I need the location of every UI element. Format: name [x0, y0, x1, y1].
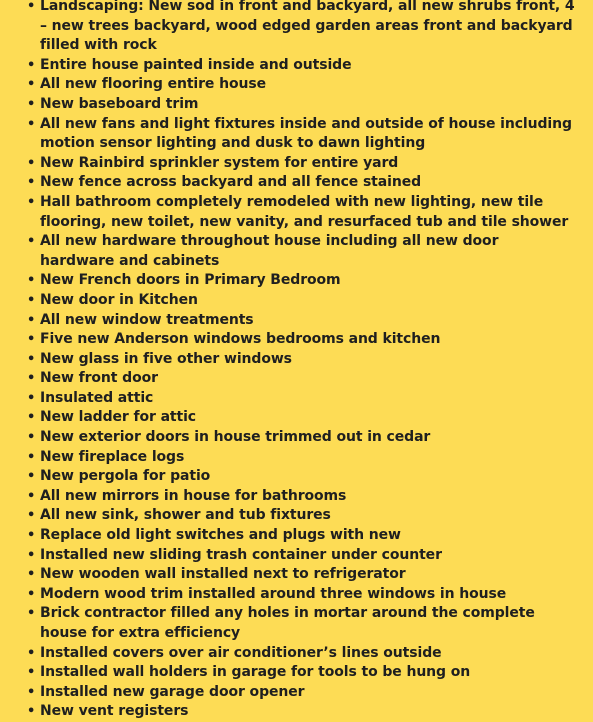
list-item-text: Installed new sliding trash container under counter — [40, 546, 442, 563]
list-item — [27, 546, 575, 566]
bullet-icon: • — [27, 684, 36, 700]
list-item — [27, 467, 575, 487]
bullet-icon: • — [27, 155, 36, 171]
list-item — [27, 585, 575, 605]
feature-list — [27, 0, 575, 722]
list-item — [27, 271, 575, 291]
list-item — [27, 663, 575, 683]
list-item-text: Hall bathroom completely remodeled with new lighting, new tile flooring, new toilet, new vanity, and resurfaced tub and tile shower — [40, 193, 569, 230]
list-item-text: Brick contractor filled any holes in mortar around the complete house for extra efficiency — [40, 605, 535, 641]
list-item-text: Installed new garage door opener — [40, 683, 305, 700]
bullet-icon: • — [27, 488, 36, 504]
list-item — [27, 369, 575, 389]
list-item-text: New front door — [40, 370, 158, 387]
list-item — [27, 506, 575, 526]
bullet-icon: • — [27, 234, 36, 250]
list-item-text: New baseboard trim — [40, 95, 199, 112]
bullet-icon: • — [27, 567, 36, 583]
list-item-text: All new mirrors in house for bathrooms — [40, 487, 347, 504]
bullet-icon: • — [27, 469, 36, 485]
bullet-icon: • — [27, 194, 36, 210]
list-item-text: Installed covers over air conditioner’s lines outside — [40, 644, 442, 661]
list-item-text: New Rainbird sprinkler system for entire yard — [40, 154, 399, 171]
list-item-text: All new window treatments — [40, 311, 254, 328]
list-item — [27, 408, 575, 428]
list-item-text: New fireplace logs — [40, 448, 185, 465]
list-item — [27, 389, 575, 409]
list-item — [27, 487, 575, 507]
list-item-text: Entire house painted inside and outside — [40, 56, 352, 73]
list-item-text: New pergola for patio — [40, 468, 211, 485]
list-item-text: Installed wall holders in garage for tools to be hung on — [40, 664, 471, 681]
bullet-icon: • — [27, 586, 36, 602]
bullet-icon: • — [27, 449, 36, 465]
list-item — [27, 428, 575, 448]
list-item-text: Landscaping: New sod in front and backyard, all new shrubs front, 4 – new trees backyard, wood edged garden areas front and backyard filled with rock — [40, 0, 575, 54]
list-item — [27, 95, 575, 115]
list-item-text: New door in Kitchen — [40, 291, 198, 308]
bullet-icon: • — [27, 528, 36, 544]
bullet-icon: • — [27, 312, 36, 328]
bullet-icon: • — [27, 292, 36, 308]
bullet-icon: • — [27, 96, 36, 112]
list-item-text: New vent registers — [40, 703, 189, 720]
bullet-icon: • — [27, 410, 36, 426]
bullet-icon: • — [27, 430, 36, 446]
bullet-icon: • — [27, 77, 36, 93]
list-item-text: New fence across backyard and all fence stained — [40, 174, 422, 191]
bullet-icon: • — [27, 508, 36, 524]
list-item-text: All new flooring entire house — [40, 76, 266, 93]
bullet-icon: • — [27, 57, 36, 73]
list-item — [27, 0, 575, 56]
list-item — [27, 565, 575, 585]
list-item — [27, 232, 575, 271]
bullet-icon: • — [27, 547, 36, 563]
list-item-text: All new hardware throughout house including all new door hardware and cabinets — [40, 233, 499, 269]
list-item-text: Replace old light switches and plugs with new — [40, 527, 401, 544]
list-item-text: All new fans and light fixtures inside and outside of house including motion sensor lighting and dusk to dawn lighting — [40, 115, 572, 152]
list-item-text: All new sink, shower and tub fixtures — [40, 507, 331, 524]
bullet-icon: • — [27, 175, 36, 191]
bullet-icon: • — [27, 665, 36, 681]
list-item — [27, 193, 575, 232]
list-item — [27, 154, 575, 174]
list-item — [27, 115, 575, 154]
list-item — [27, 291, 575, 311]
list-item-text: New wooden wall installed next to refrigerator — [40, 566, 406, 583]
list-item — [27, 644, 575, 664]
list-item — [27, 173, 575, 193]
bullet-icon: • — [27, 351, 36, 367]
bullet-icon: • — [27, 606, 36, 622]
bullet-icon: • — [27, 273, 36, 289]
list-item-text: Five new Anderson windows bedrooms and kitchen — [40, 331, 441, 348]
list-item — [27, 330, 575, 350]
list-item — [27, 702, 575, 722]
bullet-icon: • — [27, 116, 36, 132]
list-item — [27, 448, 575, 468]
bullet-icon: • — [27, 704, 36, 720]
list-item — [27, 56, 575, 76]
bullet-icon: • — [27, 645, 36, 661]
list-item-text: New exterior doors in house trimmed out in cedar — [40, 429, 431, 446]
list-item-text: Modern wood trim installed around three windows in house — [40, 585, 507, 602]
list-item — [27, 311, 575, 331]
list-item-text: New French doors in Primary Bedroom — [40, 272, 341, 289]
list-item-text: New glass in five other windows — [40, 350, 292, 367]
list-item — [27, 75, 575, 95]
list-item — [27, 683, 575, 703]
list-item — [27, 604, 575, 643]
bullet-icon: • — [27, 371, 36, 387]
list-item — [27, 350, 575, 370]
bullet-icon: • — [27, 332, 36, 348]
bullet-icon: • — [27, 390, 36, 406]
list-item-text: New ladder for attic — [40, 409, 196, 426]
list-item — [27, 526, 575, 546]
list-item-text: Insulated attic — [40, 389, 154, 406]
bullet-icon: • — [27, 0, 36, 14]
